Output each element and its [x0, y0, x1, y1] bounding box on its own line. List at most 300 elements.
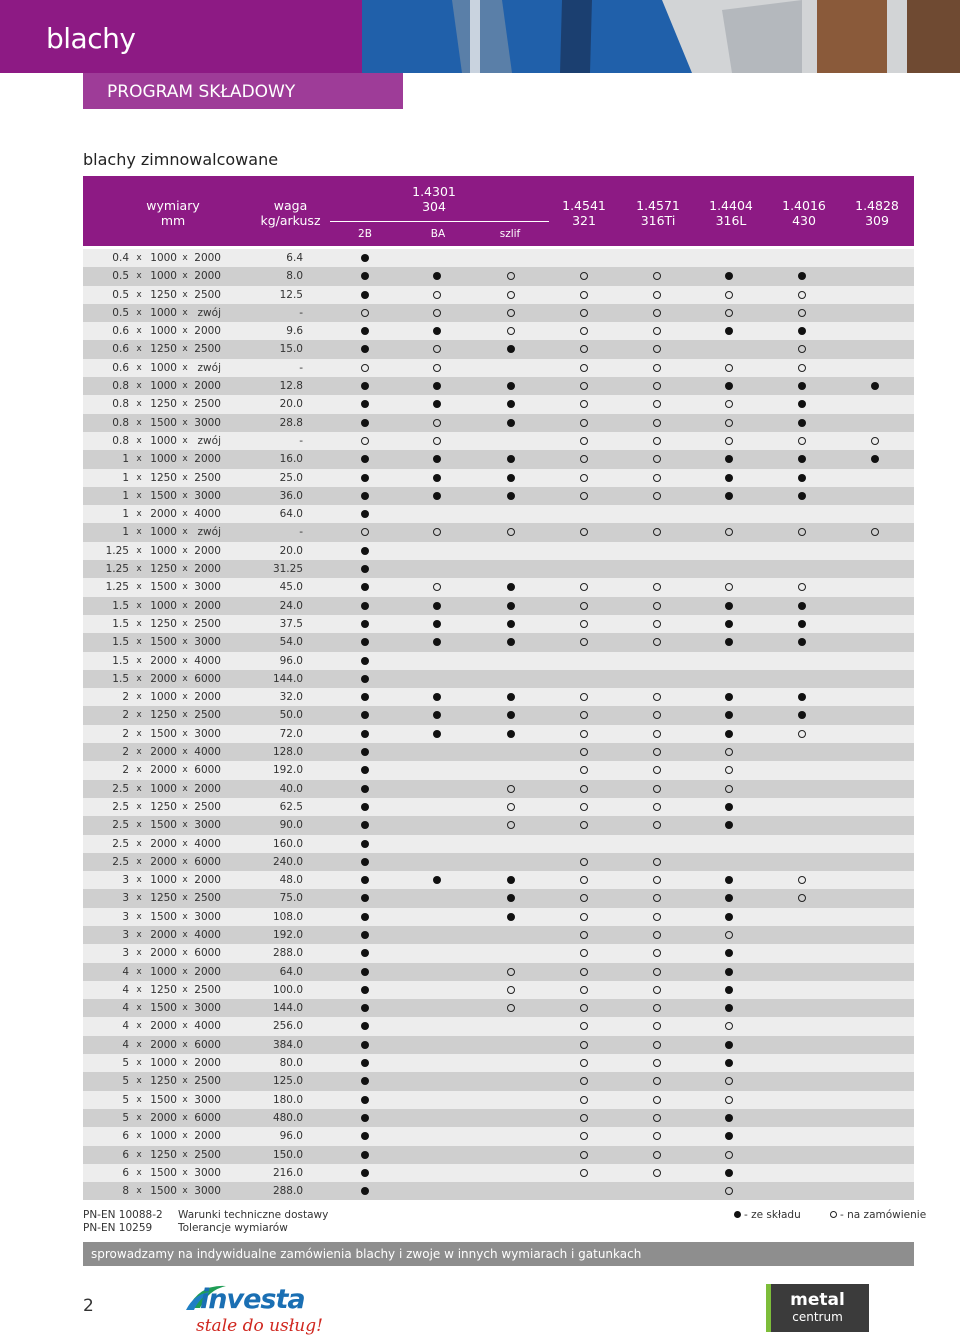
- cell-times: x: [182, 435, 188, 446]
- cell-thickness: 4: [122, 965, 129, 978]
- cell-length: 6000: [194, 764, 221, 777]
- on-order-dot-icon: [580, 1004, 588, 1012]
- on-order-dot-icon: [580, 638, 588, 646]
- header-grade-3: [623, 198, 693, 228]
- on-order-dot-icon: [653, 382, 661, 390]
- cell-width: 1000: [150, 599, 177, 612]
- on-order-dot-icon: [653, 272, 661, 280]
- table-row: [83, 615, 914, 633]
- in-stock-dot-icon: [361, 620, 369, 628]
- in-stock-dot-icon: [725, 894, 733, 902]
- header-grade-2-top: 1.4541: [562, 198, 606, 213]
- cell-thickness: 1.25: [105, 581, 129, 594]
- cell-times: x: [136, 490, 142, 501]
- in-stock-dot-icon: [361, 1041, 369, 1049]
- in-stock-dot-icon: [798, 400, 806, 408]
- in-stock-dot-icon: [361, 1132, 369, 1140]
- cell-weight: 64.0: [279, 965, 303, 978]
- cell-weight: 192.0: [272, 764, 303, 777]
- header-grade-1-bottom: 304: [422, 199, 446, 214]
- on-order-dot-icon: [580, 968, 588, 976]
- on-order-dot-icon: [361, 364, 369, 372]
- on-order-dot-icon: [653, 894, 661, 902]
- in-stock-dot-icon: [725, 803, 733, 811]
- table-row: [83, 780, 914, 798]
- on-order-dot-icon: [653, 876, 661, 884]
- cell-length: 2500: [194, 398, 221, 411]
- cell-times: x: [136, 1149, 142, 1160]
- cell-times: x: [182, 490, 188, 501]
- on-order-dot-icon: [725, 1187, 733, 1195]
- on-order-dot-icon: [580, 748, 588, 756]
- cell-width: 1250: [150, 983, 177, 996]
- cell-thickness: 5: [122, 1111, 129, 1124]
- in-stock-dot-icon: [507, 455, 515, 463]
- on-order-dot-icon: [580, 949, 588, 957]
- cell-times: x: [182, 637, 188, 648]
- in-stock-dot-icon: [507, 730, 515, 738]
- cell-length: 2500: [194, 1148, 221, 1161]
- section-title: blachy zimnowalcowane: [83, 150, 279, 169]
- on-order-dot-icon: [653, 1004, 661, 1012]
- cell-thickness: 2: [122, 709, 129, 722]
- cell-times: x: [182, 472, 188, 483]
- cell-width: 1250: [150, 1075, 177, 1088]
- on-order-dot-icon: [433, 309, 441, 317]
- table-row: [83, 359, 914, 377]
- cell-weight: 90.0: [279, 819, 303, 832]
- cell-length: 2000: [194, 965, 221, 978]
- cell-thickness: 2.5: [112, 782, 129, 795]
- cell-width: 2000: [150, 746, 177, 759]
- in-stock-dot-icon: [871, 455, 879, 463]
- table-row: [83, 981, 914, 999]
- on-order-dot-icon: [361, 309, 369, 317]
- in-stock-dot-icon: [507, 876, 515, 884]
- cell-times: x: [182, 673, 188, 684]
- cell-times: x: [182, 875, 188, 886]
- on-order-dot-icon: [580, 1151, 588, 1159]
- on-order-dot-icon: [653, 492, 661, 500]
- on-order-dot-icon: [653, 400, 661, 408]
- on-order-dot-icon: [507, 309, 515, 317]
- on-order-dot-icon: [653, 583, 661, 591]
- in-stock-dot-icon: [361, 894, 369, 902]
- table-row: [83, 286, 914, 304]
- cell-weight: -: [299, 361, 303, 374]
- on-order-dot-icon: [653, 1169, 661, 1177]
- cell-length: 2000: [194, 453, 221, 466]
- in-stock-dot-icon: [725, 949, 733, 957]
- on-order-dot-icon: [653, 949, 661, 957]
- cell-weight: 20.0: [279, 398, 303, 411]
- in-stock-dot-icon: [507, 382, 515, 390]
- on-order-dot-icon: [580, 382, 588, 390]
- on-order-dot-icon: [798, 291, 806, 299]
- in-stock-dot-icon: [361, 602, 369, 610]
- cell-thickness: 1: [122, 508, 129, 521]
- in-stock-dot-icon: [507, 602, 515, 610]
- cell-times: x: [182, 948, 188, 959]
- cell-length: 2500: [194, 1075, 221, 1088]
- cell-times: x: [136, 1021, 142, 1032]
- table-row: [83, 706, 914, 724]
- cell-times: x: [136, 948, 142, 959]
- cell-times: x: [136, 564, 142, 575]
- table-row: [83, 670, 914, 688]
- in-stock-dot-icon: [507, 474, 515, 482]
- cell-weight: -: [299, 306, 303, 319]
- on-order-dot-icon: [653, 711, 661, 719]
- cell-thickness: 2: [122, 727, 129, 740]
- in-stock-dot-icon: [361, 931, 369, 939]
- on-order-dot-icon: [580, 1022, 588, 1030]
- cell-width: 1500: [150, 636, 177, 649]
- investa-wordmark: investa: [200, 1284, 305, 1315]
- header-grade-4-top: 1.4404: [709, 198, 753, 213]
- on-order-dot-icon: [653, 766, 661, 774]
- table-row: [83, 1146, 914, 1164]
- in-stock-dot-icon: [725, 327, 733, 335]
- in-stock-dot-icon: [798, 638, 806, 646]
- on-order-dot-icon: [580, 931, 588, 939]
- in-stock-dot-icon: [433, 693, 441, 701]
- cell-times: x: [182, 801, 188, 812]
- in-stock-dot-icon: [361, 254, 369, 262]
- on-order-dot-icon: [580, 437, 588, 445]
- empty-dot-icon: [830, 1211, 837, 1218]
- table-row: [83, 340, 914, 358]
- header-grade-3-top: 1.4571: [636, 198, 680, 213]
- cell-times: x: [136, 820, 142, 831]
- cell-width: 1250: [150, 709, 177, 722]
- cell-thickness: 0.5: [112, 306, 129, 319]
- cell-times: x: [136, 1039, 142, 1050]
- cell-times: x: [136, 618, 142, 629]
- in-stock-dot-icon: [361, 730, 369, 738]
- cell-times: x: [182, 1112, 188, 1123]
- metal-centrum-logo: [766, 1284, 869, 1332]
- cell-length: 4000: [194, 1020, 221, 1033]
- cell-times: x: [136, 1112, 142, 1123]
- table-body: [83, 249, 914, 1200]
- in-stock-dot-icon: [361, 1187, 369, 1195]
- in-stock-dot-icon: [725, 272, 733, 280]
- in-stock-dot-icon: [507, 345, 515, 353]
- cell-length: zwój: [197, 306, 221, 319]
- cell-width: 1000: [150, 874, 177, 887]
- table-row: [83, 304, 914, 322]
- in-stock-dot-icon: [361, 876, 369, 884]
- on-order-dot-icon: [653, 1041, 661, 1049]
- cell-times: x: [136, 344, 142, 355]
- cell-width: 1500: [150, 1166, 177, 1179]
- cell-times: x: [182, 564, 188, 575]
- table-row: [83, 835, 914, 853]
- table-row: [83, 889, 914, 907]
- on-order-dot-icon: [580, 291, 588, 299]
- cell-length: 3000: [194, 727, 221, 740]
- in-stock-dot-icon: [361, 986, 369, 994]
- table-row: [83, 249, 914, 267]
- cell-length: 2000: [194, 563, 221, 576]
- in-stock-dot-icon: [725, 821, 733, 829]
- in-stock-dot-icon: [361, 693, 369, 701]
- on-order-dot-icon: [580, 528, 588, 536]
- norm-code: PN-EN 10088-2: [83, 1209, 163, 1221]
- on-order-dot-icon: [653, 1096, 661, 1104]
- cell-length: 3000: [194, 1002, 221, 1015]
- filled-dot-icon: [734, 1211, 741, 1218]
- cell-weight: 20.0: [279, 544, 303, 557]
- table-row: [83, 688, 914, 706]
- cell-thickness: 2.5: [112, 837, 129, 850]
- on-order-dot-icon: [580, 620, 588, 628]
- cell-weight: 72.0: [279, 727, 303, 740]
- on-order-dot-icon: [653, 419, 661, 427]
- cell-length: 2000: [194, 691, 221, 704]
- on-order-dot-icon: [653, 821, 661, 829]
- in-stock-dot-icon: [507, 638, 515, 646]
- cell-thickness: 2: [122, 746, 129, 759]
- cell-width: 1500: [150, 819, 177, 832]
- in-stock-dot-icon: [361, 419, 369, 427]
- cell-thickness: 0.6: [112, 361, 129, 374]
- cell-weight: 256.0: [272, 1020, 303, 1033]
- cell-times: x: [182, 728, 188, 739]
- cell-length: 2000: [194, 1057, 221, 1070]
- cell-times: x: [136, 856, 142, 867]
- in-stock-dot-icon: [433, 730, 441, 738]
- cell-thickness: 1.25: [105, 544, 129, 557]
- on-order-dot-icon: [725, 528, 733, 536]
- in-stock-dot-icon: [361, 492, 369, 500]
- cell-thickness: 3: [122, 874, 129, 887]
- cell-times: x: [182, 856, 188, 867]
- cell-times: x: [182, 692, 188, 703]
- cell-times: x: [136, 875, 142, 886]
- cell-weight: 150.0: [272, 1148, 303, 1161]
- table-row: [83, 926, 914, 944]
- table-row: [83, 761, 914, 779]
- cell-length: 3000: [194, 819, 221, 832]
- cell-times: x: [182, 893, 188, 904]
- cell-weight: 8.0: [286, 270, 303, 283]
- cell-times: x: [182, 527, 188, 538]
- cell-thickness: 0.5: [112, 270, 129, 283]
- cell-weight: 96.0: [279, 654, 303, 667]
- cell-length: 4000: [194, 654, 221, 667]
- table-row: [83, 1054, 914, 1072]
- on-order-dot-icon: [653, 986, 661, 994]
- cell-weight: 96.0: [279, 1130, 303, 1143]
- cell-length: 6000: [194, 947, 221, 960]
- cell-width: 2000: [150, 654, 177, 667]
- on-order-dot-icon: [580, 400, 588, 408]
- cell-thickness: 0.4: [112, 252, 129, 264]
- in-stock-dot-icon: [361, 1022, 369, 1030]
- cell-times: x: [136, 289, 142, 300]
- on-order-dot-icon: [580, 474, 588, 482]
- cell-weight: 288.0: [272, 1185, 303, 1198]
- on-order-dot-icon: [580, 1132, 588, 1140]
- in-stock-dot-icon: [361, 291, 369, 299]
- in-stock-dot-icon: [725, 474, 733, 482]
- cell-times: x: [182, 618, 188, 629]
- cell-times: x: [182, 710, 188, 721]
- in-stock-dot-icon: [361, 547, 369, 555]
- on-order-dot-icon: [653, 291, 661, 299]
- header-grade-6-bottom: 309: [865, 213, 889, 228]
- cell-width: 1500: [150, 1093, 177, 1106]
- legend-order: [830, 1209, 926, 1222]
- cell-times: x: [136, 600, 142, 611]
- norms-descriptions: [178, 1209, 328, 1234]
- table-row: [83, 999, 914, 1017]
- cell-width: 2000: [150, 1020, 177, 1033]
- on-order-dot-icon: [580, 821, 588, 829]
- cell-width: 1500: [150, 910, 177, 923]
- on-order-dot-icon: [653, 785, 661, 793]
- in-stock-dot-icon: [507, 583, 515, 591]
- cell-width: 1500: [150, 581, 177, 594]
- cell-times: x: [136, 1167, 142, 1178]
- cell-length: 2000: [194, 599, 221, 612]
- in-stock-dot-icon: [361, 474, 369, 482]
- table-row: [83, 377, 914, 395]
- cell-times: x: [136, 527, 142, 538]
- cell-times: x: [182, 344, 188, 355]
- in-stock-dot-icon: [433, 382, 441, 390]
- cell-length: 2000: [194, 380, 221, 393]
- cell-width: 1000: [150, 306, 177, 319]
- cell-width: 1250: [150, 398, 177, 411]
- cell-thickness: 6: [122, 1130, 129, 1143]
- table-row: [83, 414, 914, 432]
- cell-weight: 100.0: [272, 983, 303, 996]
- in-stock-dot-icon: [798, 474, 806, 482]
- on-order-dot-icon: [798, 528, 806, 536]
- in-stock-dot-icon: [871, 382, 879, 390]
- on-order-dot-icon: [580, 419, 588, 427]
- cell-times: x: [182, 984, 188, 995]
- cell-weight: 28.8: [279, 416, 303, 429]
- cell-times: x: [136, 1186, 142, 1197]
- cell-length: 4000: [194, 746, 221, 759]
- on-order-dot-icon: [653, 620, 661, 628]
- cell-times: x: [136, 1058, 142, 1069]
- in-stock-dot-icon: [361, 455, 369, 463]
- cell-weight: 25.0: [279, 471, 303, 484]
- cell-thickness: 1.5: [112, 654, 129, 667]
- cell-times: x: [182, 1039, 188, 1050]
- cell-times: x: [182, 582, 188, 593]
- cell-thickness: 2: [122, 691, 129, 704]
- program-title: PROGRAM SKŁADOWY: [107, 82, 296, 102]
- cell-length: 2000: [194, 544, 221, 557]
- cell-length: 2500: [194, 617, 221, 630]
- on-order-dot-icon: [361, 528, 369, 536]
- cell-weight: 9.6: [286, 325, 303, 338]
- header-wymiary-label: wymiary: [146, 198, 200, 213]
- metal-wordmark: metal: [790, 1290, 845, 1310]
- in-stock-dot-icon: [433, 492, 441, 500]
- table-row: [83, 523, 914, 541]
- cell-times: x: [182, 381, 188, 392]
- in-stock-dot-icon: [725, 620, 733, 628]
- cell-width: 1500: [150, 416, 177, 429]
- on-order-dot-icon: [798, 876, 806, 884]
- header-bar: [0, 0, 362, 73]
- cell-times: x: [136, 582, 142, 593]
- cell-thickness: 0.8: [112, 434, 129, 447]
- in-stock-dot-icon: [361, 345, 369, 353]
- in-stock-dot-icon: [507, 693, 515, 701]
- cell-width: 1000: [150, 325, 177, 338]
- on-order-dot-icon: [507, 291, 515, 299]
- header-grade-6: [842, 198, 912, 228]
- cell-width: 1000: [150, 1057, 177, 1070]
- cell-times: x: [182, 783, 188, 794]
- cell-weight: 192.0: [272, 928, 303, 941]
- cell-thickness: 4: [122, 1020, 129, 1033]
- in-stock-dot-icon: [507, 400, 515, 408]
- cell-thickness: 8: [122, 1185, 129, 1198]
- table-row: [83, 633, 914, 651]
- cell-times: x: [136, 362, 142, 373]
- on-order-dot-icon: [653, 803, 661, 811]
- cell-weight: 216.0: [272, 1166, 303, 1179]
- header-waga-label: waga: [273, 198, 308, 213]
- cell-times: x: [182, 1186, 188, 1197]
- cell-length: 2000: [194, 252, 221, 264]
- header-waga-unit: kg/arkusz: [260, 213, 321, 228]
- cell-times: x: [136, 253, 142, 263]
- on-order-dot-icon: [433, 345, 441, 353]
- cell-width: 1250: [150, 343, 177, 356]
- in-stock-dot-icon: [361, 675, 369, 683]
- cell-length: 2500: [194, 983, 221, 996]
- on-order-dot-icon: [725, 766, 733, 774]
- header-wymiary-unit: mm: [160, 213, 186, 228]
- table-row: [83, 267, 914, 285]
- cell-width: 2000: [150, 672, 177, 685]
- cell-times: x: [136, 710, 142, 721]
- cell-times: x: [182, 929, 188, 940]
- header-grade-5: [769, 198, 839, 228]
- on-order-dot-icon: [653, 1114, 661, 1122]
- cell-thickness: 3: [122, 928, 129, 941]
- on-order-dot-icon: [580, 272, 588, 280]
- table-row: [83, 395, 914, 413]
- on-order-dot-icon: [653, 528, 661, 536]
- cell-times: x: [182, 966, 188, 977]
- cell-times: x: [182, 307, 188, 318]
- table-row: [83, 853, 914, 871]
- cell-thickness: 1: [122, 489, 129, 502]
- cell-times: x: [136, 381, 142, 392]
- in-stock-dot-icon: [507, 711, 515, 719]
- header-grade-1-top: 1.4301: [412, 184, 456, 199]
- table-row: [83, 816, 914, 834]
- in-stock-dot-icon: [507, 492, 515, 500]
- cell-times: x: [182, 655, 188, 666]
- cell-weight: 64.0: [279, 508, 303, 521]
- cell-width: 1000: [150, 361, 177, 374]
- on-order-dot-icon: [433, 437, 441, 445]
- on-order-dot-icon: [433, 364, 441, 372]
- cell-times: x: [182, 417, 188, 428]
